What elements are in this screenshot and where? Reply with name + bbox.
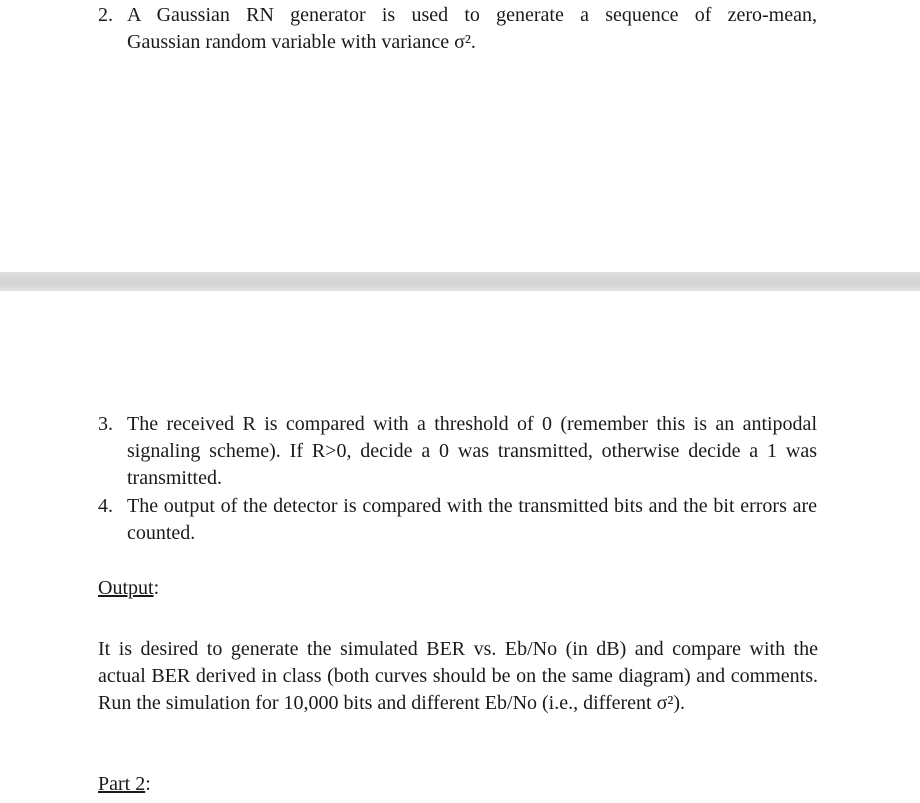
part2-heading-text: Part 2 bbox=[98, 773, 146, 795]
list-item-text: The output of the detector is compared with the transmitted bits and the bit errors are counted. bbox=[127, 495, 817, 544]
page-top bbox=[0, 0, 920, 272]
part2-heading-colon: : bbox=[145, 773, 151, 795]
list-item-4 bbox=[98, 493, 818, 549]
page-bottom bbox=[0, 291, 920, 803]
output-heading bbox=[98, 575, 159, 602]
list-number: 3. bbox=[98, 413, 113, 435]
list-item-text bbox=[127, 2, 817, 56]
output-heading-text: Output bbox=[98, 577, 154, 599]
list-number: 2. bbox=[98, 4, 113, 26]
list-item-line: Gaussian random variable with variance σ². bbox=[127, 31, 476, 53]
part2-heading bbox=[98, 771, 151, 798]
list-item-line: A Gaussian RN generator is used to generate a sequence of zero-mean, bbox=[127, 4, 817, 26]
list-number: 4. bbox=[98, 495, 113, 517]
list-item-text: The received R is compared with a threshold of 0 (remember this is an antipodal signaling scheme). If R>0, decide a 0 was transmitted, otherwise decide a 1 was transmitted. bbox=[127, 413, 817, 489]
list-item-2 bbox=[98, 2, 818, 58]
output-heading-colon: : bbox=[153, 577, 160, 599]
list-item-3 bbox=[98, 411, 818, 493]
page-separator bbox=[0, 272, 920, 291]
output-paragraph: It is desired to generate the simulated BER vs. Eb/No (in dB) and compare with the actual BER derived in class (both curves should be on the same diagram) and comments. Run the simulation for 10,000 bits and different Eb/No (i.e., different σ²). bbox=[98, 638, 818, 714]
